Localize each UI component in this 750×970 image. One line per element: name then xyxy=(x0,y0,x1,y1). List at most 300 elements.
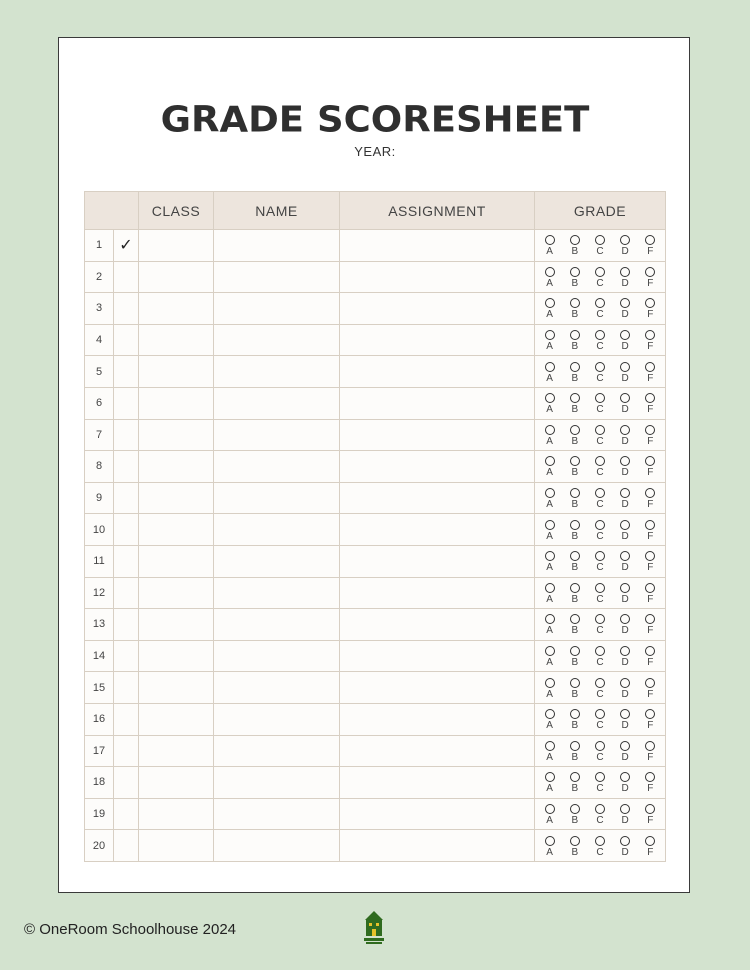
grade-bubble-icon[interactable] xyxy=(620,267,630,277)
grade-bubble-icon[interactable] xyxy=(595,583,605,593)
assignment-cell[interactable] xyxy=(340,419,535,451)
grade-bubble-icon[interactable] xyxy=(545,330,555,340)
grade-option[interactable] xyxy=(615,581,635,605)
grade-bubble-icon[interactable] xyxy=(545,520,555,530)
grade-option[interactable] xyxy=(640,423,660,447)
assignment-cell[interactable] xyxy=(340,356,535,388)
grade-option[interactable] xyxy=(640,328,660,352)
class-cell[interactable] xyxy=(139,419,214,451)
grade-bubble-icon[interactable] xyxy=(595,614,605,624)
row-checkbox[interactable] xyxy=(114,545,139,577)
class-cell[interactable] xyxy=(139,735,214,767)
grade-bubble-icon[interactable] xyxy=(545,709,555,719)
name-cell[interactable] xyxy=(214,545,340,577)
grade-option[interactable] xyxy=(590,518,610,542)
row-checkbox[interactable] xyxy=(114,261,139,293)
grade-option[interactable] xyxy=(615,391,635,415)
assignment-cell[interactable] xyxy=(340,545,535,577)
row-checkbox[interactable] xyxy=(114,577,139,609)
grade-letter: F xyxy=(647,562,654,574)
grade-option[interactable] xyxy=(590,391,610,415)
row-checkbox[interactable] xyxy=(114,672,139,704)
grade-option[interactable] xyxy=(615,233,635,257)
row-checkbox[interactable] xyxy=(114,482,139,514)
class-cell[interactable] xyxy=(139,293,214,325)
grade-option[interactable] xyxy=(540,549,560,573)
grade-option[interactable] xyxy=(565,391,585,415)
assignment-cell[interactable] xyxy=(340,482,535,514)
grade-bubble-icon[interactable] xyxy=(570,298,580,308)
grade-bubble-icon[interactable] xyxy=(645,267,655,277)
assignment-cell[interactable] xyxy=(340,703,535,735)
name-cell[interactable] xyxy=(214,735,340,767)
grade-bubble-icon[interactable] xyxy=(570,488,580,498)
row-number: 6 xyxy=(85,387,114,419)
class-cell[interactable] xyxy=(139,830,214,862)
grade-bubble-icon[interactable] xyxy=(595,393,605,403)
grade-bubble-icon[interactable] xyxy=(570,741,580,751)
grade-bubble-icon[interactable] xyxy=(570,551,580,561)
grade-bubble-icon[interactable] xyxy=(595,709,605,719)
class-cell[interactable] xyxy=(139,482,214,514)
grade-option[interactable] xyxy=(565,676,585,700)
grade-letter: D xyxy=(621,720,629,732)
grade-option[interactable] xyxy=(565,707,585,731)
assignment-cell[interactable] xyxy=(340,230,535,262)
grade-option[interactable] xyxy=(540,802,560,826)
grade-option[interactable] xyxy=(615,739,635,763)
grade-bubble-icon[interactable] xyxy=(620,678,630,688)
grade-bubble-icon[interactable] xyxy=(595,425,605,435)
grade-option[interactable] xyxy=(615,644,635,668)
grade-bubble-icon[interactable] xyxy=(645,235,655,245)
grade-bubble-icon[interactable] xyxy=(645,551,655,561)
grade-letter: D xyxy=(621,467,629,479)
grade-option[interactable] xyxy=(615,612,635,636)
grade-bubble-icon[interactable] xyxy=(620,772,630,782)
row-checkbox[interactable] xyxy=(114,514,139,546)
grade-option[interactable] xyxy=(640,707,660,731)
grade-bubble-icon[interactable] xyxy=(620,804,630,814)
grade-bubble-icon[interactable] xyxy=(570,330,580,340)
grade-option[interactable] xyxy=(640,612,660,636)
grade-option[interactable] xyxy=(590,770,610,794)
row-checkbox[interactable] xyxy=(114,419,139,451)
row-checkbox[interactable] xyxy=(114,735,139,767)
grade-option[interactable] xyxy=(540,328,560,352)
grade-bubble-icon[interactable] xyxy=(570,772,580,782)
name-cell[interactable] xyxy=(214,703,340,735)
grade-bubble-icon[interactable] xyxy=(645,804,655,814)
grade-bubble-icon[interactable] xyxy=(570,583,580,593)
grade-bubble-icon[interactable] xyxy=(645,583,655,593)
grade-bubble-icon[interactable] xyxy=(595,678,605,688)
grade-option[interactable] xyxy=(540,581,560,605)
grade-option[interactable] xyxy=(590,581,610,605)
grade-option[interactable] xyxy=(615,549,635,573)
grade-bubble-icon[interactable] xyxy=(545,235,555,245)
assignment-cell[interactable] xyxy=(340,767,535,799)
grade-bubble-icon[interactable] xyxy=(645,298,655,308)
grade-bubble-icon[interactable] xyxy=(570,836,580,846)
grade-option[interactable] xyxy=(590,644,610,668)
row-checkbox[interactable] xyxy=(114,798,139,830)
assignment-cell[interactable] xyxy=(340,798,535,830)
grade-option[interactable] xyxy=(540,612,560,636)
grade-bubble-icon[interactable] xyxy=(620,235,630,245)
assignment-cell[interactable] xyxy=(340,830,535,862)
grade-bubble-icon[interactable] xyxy=(545,551,555,561)
grade-option[interactable] xyxy=(615,265,635,289)
class-cell[interactable] xyxy=(139,703,214,735)
grade-bubble-icon[interactable] xyxy=(645,520,655,530)
grade-option[interactable] xyxy=(615,296,635,320)
grade-option[interactable] xyxy=(615,707,635,731)
grade-bubble-icon[interactable] xyxy=(620,456,630,466)
name-cell[interactable] xyxy=(214,387,340,419)
grade-bubble-icon[interactable] xyxy=(620,646,630,656)
grade-option[interactable] xyxy=(540,739,560,763)
grade-option[interactable] xyxy=(540,265,560,289)
class-cell[interactable] xyxy=(139,577,214,609)
grade-bubble-icon[interactable] xyxy=(620,583,630,593)
grade-option[interactable] xyxy=(640,454,660,478)
grade-bubble-icon[interactable] xyxy=(545,267,555,277)
assignment-cell[interactable] xyxy=(340,324,535,356)
grade-option[interactable] xyxy=(565,454,585,478)
copyright-footer: © OneRoom Schoolhouse 2024 xyxy=(24,921,237,938)
grade-bubble-icon[interactable] xyxy=(645,709,655,719)
grade-bubble-icon[interactable] xyxy=(645,614,655,624)
grade-bubble-icon[interactable] xyxy=(545,362,555,372)
grade-option[interactable] xyxy=(640,296,660,320)
grade-bubble-icon[interactable] xyxy=(595,267,605,277)
grade-letter: A xyxy=(546,309,553,321)
grade-bubble-icon[interactable] xyxy=(570,520,580,530)
class-cell[interactable] xyxy=(139,324,214,356)
assignment-cell[interactable] xyxy=(340,609,535,641)
grade-option[interactable] xyxy=(640,549,660,573)
grade-bubble-icon[interactable] xyxy=(545,836,555,846)
row-checkbox[interactable] xyxy=(114,293,139,325)
grade-option[interactable] xyxy=(590,265,610,289)
row-checkbox[interactable] xyxy=(114,830,139,862)
grade-option[interactable] xyxy=(540,676,560,700)
grade-option[interactable] xyxy=(615,454,635,478)
grade-option[interactable] xyxy=(565,739,585,763)
table-row xyxy=(85,387,666,419)
grade-option[interactable] xyxy=(565,518,585,542)
grade-bubble-icon[interactable] xyxy=(545,393,555,403)
class-cell[interactable] xyxy=(139,514,214,546)
grade-bubble-icon[interactable] xyxy=(595,456,605,466)
grade-option[interactable] xyxy=(565,834,585,858)
grade-option[interactable] xyxy=(540,518,560,542)
grade-bubble-icon[interactable] xyxy=(545,583,555,593)
assignment-cell[interactable] xyxy=(340,735,535,767)
name-cell[interactable] xyxy=(214,230,340,262)
name-cell[interactable] xyxy=(214,830,340,862)
grade-option[interactable] xyxy=(540,296,560,320)
grade-bubble-icon[interactable] xyxy=(645,425,655,435)
table-row xyxy=(85,482,666,514)
grade-option[interactable] xyxy=(615,328,635,352)
grade-bubble-icon[interactable] xyxy=(545,678,555,688)
name-cell[interactable] xyxy=(214,514,340,546)
grade-bubble-icon[interactable] xyxy=(620,741,630,751)
grade-bubble-icon[interactable] xyxy=(645,362,655,372)
grade-letter: B xyxy=(571,435,579,447)
assignment-cell[interactable] xyxy=(340,672,535,704)
row-number: 1 xyxy=(85,230,114,262)
row-checkbox[interactable] xyxy=(114,356,139,388)
grade-bubble-icon[interactable] xyxy=(620,836,630,846)
grade-bubble-icon[interactable] xyxy=(620,709,630,719)
class-cell[interactable] xyxy=(139,230,214,262)
name-cell[interactable] xyxy=(214,767,340,799)
name-cell[interactable] xyxy=(214,798,340,830)
row-checkbox[interactable]: ✓ xyxy=(114,230,139,262)
grade-option[interactable] xyxy=(540,454,560,478)
grade-letter: C xyxy=(596,277,604,289)
assignment-cell[interactable] xyxy=(340,293,535,325)
grade-bubble-icon[interactable] xyxy=(570,456,580,466)
grade-bubble-icon[interactable] xyxy=(545,298,555,308)
grade-option[interactable] xyxy=(565,423,585,447)
name-cell[interactable] xyxy=(214,356,340,388)
grade-bubble-icon[interactable] xyxy=(545,646,555,656)
grade-bubble-icon[interactable] xyxy=(570,804,580,814)
assignment-cell[interactable] xyxy=(340,514,535,546)
grade-bubble-icon[interactable] xyxy=(645,393,655,403)
name-cell[interactable] xyxy=(214,419,340,451)
grade-option[interactable] xyxy=(565,644,585,668)
class-cell[interactable] xyxy=(139,609,214,641)
grade-bubble-icon[interactable] xyxy=(570,425,580,435)
grade-option[interactable] xyxy=(565,233,585,257)
grade-option[interactable] xyxy=(640,265,660,289)
grade-letter: B xyxy=(571,277,579,289)
grade-bubble-icon[interactable] xyxy=(620,488,630,498)
class-cell[interactable] xyxy=(139,261,214,293)
grade-option[interactable] xyxy=(640,834,660,858)
grade-bubble-icon[interactable] xyxy=(595,772,605,782)
grade-bubble-icon[interactable] xyxy=(570,267,580,277)
grade-option[interactable] xyxy=(590,296,610,320)
name-cell[interactable] xyxy=(214,482,340,514)
grade-bubble-icon[interactable] xyxy=(595,646,605,656)
assignment-cell[interactable] xyxy=(340,261,535,293)
grade-option[interactable] xyxy=(590,707,610,731)
grade-option[interactable] xyxy=(590,612,610,636)
grade-option[interactable] xyxy=(590,676,610,700)
grade-option[interactable] xyxy=(615,518,635,542)
grade-option[interactable] xyxy=(590,549,610,573)
grade-option[interactable] xyxy=(540,423,560,447)
grade-option[interactable] xyxy=(540,391,560,415)
grade-option[interactable] xyxy=(565,265,585,289)
grade-option[interactable] xyxy=(590,834,610,858)
grade-bubble-icon[interactable] xyxy=(645,456,655,466)
name-cell[interactable] xyxy=(214,293,340,325)
grade-option[interactable] xyxy=(640,360,660,384)
grade-bubble-icon[interactable] xyxy=(545,425,555,435)
grade-option[interactable] xyxy=(640,391,660,415)
name-cell[interactable] xyxy=(214,261,340,293)
grade-bubble-icon[interactable] xyxy=(545,614,555,624)
row-checkbox[interactable] xyxy=(114,767,139,799)
grade-option[interactable] xyxy=(590,233,610,257)
grade-bubble-icon[interactable] xyxy=(570,709,580,719)
grade-bubble-icon[interactable] xyxy=(645,741,655,751)
grade-bubble-icon[interactable] xyxy=(570,393,580,403)
grade-bubble-icon[interactable] xyxy=(620,330,630,340)
name-cell[interactable] xyxy=(214,640,340,672)
grade-option[interactable] xyxy=(565,328,585,352)
grade-bubble-icon[interactable] xyxy=(545,741,555,751)
grade-bubble-icon[interactable] xyxy=(645,678,655,688)
grade-option[interactable] xyxy=(590,360,610,384)
name-cell[interactable] xyxy=(214,577,340,609)
table-row xyxy=(85,735,666,767)
grade-option[interactable] xyxy=(640,486,660,510)
grade-bubble-icon[interactable] xyxy=(620,362,630,372)
grade-bubble-icon[interactable] xyxy=(595,488,605,498)
row-checkbox[interactable] xyxy=(114,640,139,672)
class-cell[interactable] xyxy=(139,545,214,577)
grade-option[interactable] xyxy=(540,233,560,257)
grade-letter: A xyxy=(546,814,553,826)
grade-option[interactable] xyxy=(615,676,635,700)
name-cell[interactable] xyxy=(214,324,340,356)
class-cell[interactable] xyxy=(139,387,214,419)
grade-option[interactable] xyxy=(540,360,560,384)
grade-option[interactable] xyxy=(615,486,635,510)
grade-bubble-icon[interactable] xyxy=(620,551,630,561)
class-cell[interactable] xyxy=(139,640,214,672)
grade-bubble-icon[interactable] xyxy=(595,362,605,372)
class-cell[interactable] xyxy=(139,451,214,483)
row-checkbox[interactable] xyxy=(114,703,139,735)
grade-bubble-icon[interactable] xyxy=(545,488,555,498)
row-checkbox[interactable] xyxy=(114,451,139,483)
grade-option[interactable] xyxy=(615,360,635,384)
grade-bubble-icon[interactable] xyxy=(570,678,580,688)
class-cell[interactable] xyxy=(139,672,214,704)
grade-option[interactable] xyxy=(640,770,660,794)
row-checkbox[interactable] xyxy=(114,609,139,641)
grade-option[interactable] xyxy=(590,739,610,763)
grade-option[interactable] xyxy=(540,770,560,794)
grade-bubble-icon[interactable] xyxy=(570,614,580,624)
grade-bubble-icon[interactable] xyxy=(545,456,555,466)
grade-option[interactable] xyxy=(565,549,585,573)
grade-option[interactable] xyxy=(615,423,635,447)
grade-option[interactable] xyxy=(565,802,585,826)
grade-option[interactable] xyxy=(540,834,560,858)
grade-option[interactable] xyxy=(640,581,660,605)
grade-option[interactable] xyxy=(615,770,635,794)
grade-option[interactable] xyxy=(540,644,560,668)
grade-bubble-icon[interactable] xyxy=(645,330,655,340)
grade-option[interactable] xyxy=(540,486,560,510)
grade-option[interactable] xyxy=(565,360,585,384)
grade-bubble-icon[interactable] xyxy=(595,520,605,530)
grade-bubble-icon[interactable] xyxy=(545,804,555,814)
grade-bubble-icon[interactable] xyxy=(570,235,580,245)
grade-option[interactable] xyxy=(640,518,660,542)
grade-option[interactable] xyxy=(565,581,585,605)
grade-letter: A xyxy=(546,783,553,795)
assignment-cell[interactable] xyxy=(340,640,535,672)
grade-bubble-icon[interactable] xyxy=(595,235,605,245)
grade-bubble-icon[interactable] xyxy=(645,488,655,498)
grade-letter: B xyxy=(571,688,579,700)
grade-option[interactable] xyxy=(590,328,610,352)
grade-cell xyxy=(535,798,666,830)
grade-letter: B xyxy=(571,467,579,479)
grade-bubble-icon[interactable] xyxy=(595,804,605,814)
grade-bubble-icon[interactable] xyxy=(570,362,580,372)
grade-bubble-icon[interactable] xyxy=(595,741,605,751)
class-cell[interactable] xyxy=(139,798,214,830)
grade-bubble-icon[interactable] xyxy=(570,646,580,656)
class-cell[interactable] xyxy=(139,767,214,799)
grade-option[interactable] xyxy=(590,454,610,478)
grade-option[interactable] xyxy=(640,739,660,763)
grade-bubble-icon[interactable] xyxy=(620,520,630,530)
assignment-cell[interactable] xyxy=(340,451,535,483)
grade-option[interactable] xyxy=(565,612,585,636)
grade-cell xyxy=(535,830,666,862)
assignment-cell[interactable] xyxy=(340,577,535,609)
name-cell[interactable] xyxy=(214,672,340,704)
assignment-cell[interactable] xyxy=(340,387,535,419)
grade-option[interactable] xyxy=(590,486,610,510)
grade-option[interactable] xyxy=(565,296,585,320)
name-cell[interactable] xyxy=(214,451,340,483)
grade-bubble-icon[interactable] xyxy=(645,772,655,782)
grade-option[interactable] xyxy=(640,676,660,700)
grade-bubble-icon[interactable] xyxy=(620,614,630,624)
grade-option[interactable] xyxy=(540,707,560,731)
name-cell[interactable] xyxy=(214,609,340,641)
grade-option[interactable] xyxy=(615,802,635,826)
grade-option[interactable] xyxy=(640,802,660,826)
grade-bubble-icon[interactable] xyxy=(595,836,605,846)
row-checkbox[interactable] xyxy=(114,387,139,419)
grade-bubble-icon[interactable] xyxy=(595,551,605,561)
grade-option[interactable] xyxy=(565,770,585,794)
grade-bubble-icon[interactable] xyxy=(645,646,655,656)
grade-bubble-icon[interactable] xyxy=(620,298,630,308)
grade-bubble-icon[interactable] xyxy=(645,836,655,846)
grade-option[interactable] xyxy=(640,233,660,257)
grade-option[interactable] xyxy=(590,423,610,447)
grade-bubble-icon[interactable] xyxy=(620,393,630,403)
header-grade: GRADE xyxy=(535,192,666,230)
grade-bubble-icon[interactable] xyxy=(595,330,605,340)
grade-option[interactable] xyxy=(615,834,635,858)
grade-option[interactable] xyxy=(640,644,660,668)
class-cell[interactable] xyxy=(139,356,214,388)
row-checkbox[interactable] xyxy=(114,324,139,356)
grade-option[interactable] xyxy=(565,486,585,510)
grade-bubble-icon[interactable] xyxy=(545,772,555,782)
grade-bubble-icon[interactable] xyxy=(620,425,630,435)
grade-bubble-icon[interactable] xyxy=(595,298,605,308)
grade-option[interactable] xyxy=(590,802,610,826)
